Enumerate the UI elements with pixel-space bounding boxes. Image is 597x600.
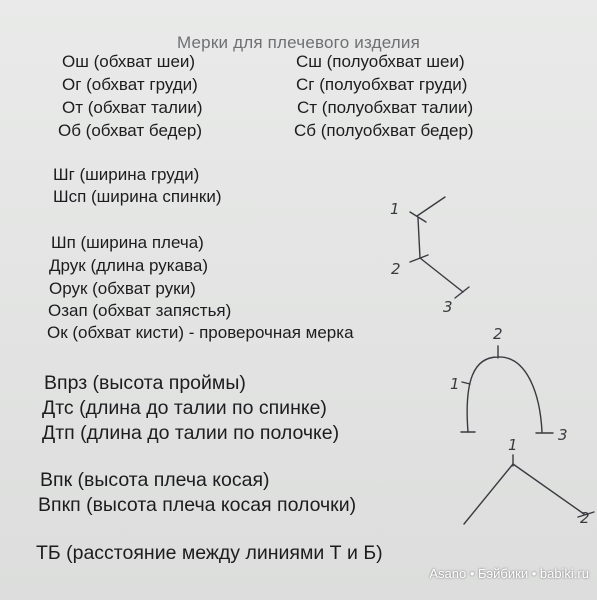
- measure-neck: Ош (обхват шеи): [62, 52, 196, 71]
- page-title: Мерки для плечевого изделия: [176, 33, 421, 52]
- measure-wrist-girth: Озап (обхват запястья): [48, 301, 232, 320]
- measure-shoulder-width: Шп (ширина плеча): [51, 233, 204, 252]
- site-watermark: Asano • Бэйбики • babiki.ru: [429, 566, 589, 581]
- measure-back-waist-length: Дтс (длина до талии по спинке): [42, 397, 327, 419]
- arm-label-3: 3: [443, 298, 453, 316]
- measure-waist: От (обхват талии): [62, 98, 203, 117]
- measure-front-waist-length: Дтп (длина до талии по полочке): [42, 422, 340, 444]
- armhole-label-2: 2: [493, 325, 503, 343]
- measure-arm-girth: Орук (обхват руки): [49, 279, 196, 298]
- measure-chest-width: Шг (ширина груди): [53, 165, 200, 184]
- measure-hand-girth: Ок (обхват кисти) - проверочная мерка: [47, 323, 354, 342]
- measure-waist-hip-distance: ТБ (расстояние между линиями Т и Б): [36, 542, 383, 564]
- armhole-sketch: [450, 325, 568, 444]
- measure-half-neck: Сш (полуобхват шеи): [296, 52, 465, 71]
- shoulder-slope-sketch: [464, 436, 594, 527]
- measure-half-waist: Ст (полуобхват талии): [297, 98, 474, 117]
- measure-chest: Ог (обхват груди): [62, 75, 198, 94]
- measure-front-shoulder-slope-height: Впкп (высота плеча косая полочки): [38, 494, 357, 516]
- arm-sketch: [390, 197, 469, 316]
- measure-shoulder-slope-height: Впк (высота плеча косая): [40, 469, 270, 491]
- measure-hips: Об (обхват бедер): [58, 121, 203, 140]
- shoulder-label-1: 1: [508, 436, 518, 454]
- shoulder-label-2: 2: [580, 509, 590, 527]
- measure-back-width: Шсп (ширина спинки): [53, 187, 222, 206]
- measure-armhole-height: Впрз (высота проймы): [44, 372, 246, 394]
- measure-half-hips: Сб (полуобхват бедер): [294, 121, 474, 140]
- measure-sleeve-length: Друк (длина рукава): [49, 256, 208, 275]
- armhole-label-3: 3: [558, 426, 568, 444]
- armhole-label-1: 1: [450, 375, 460, 393]
- measure-half-chest: Сг (полуобхват груди): [296, 75, 468, 94]
- arm-label-1: 1: [390, 200, 400, 218]
- arm-label-2: 2: [391, 260, 401, 278]
